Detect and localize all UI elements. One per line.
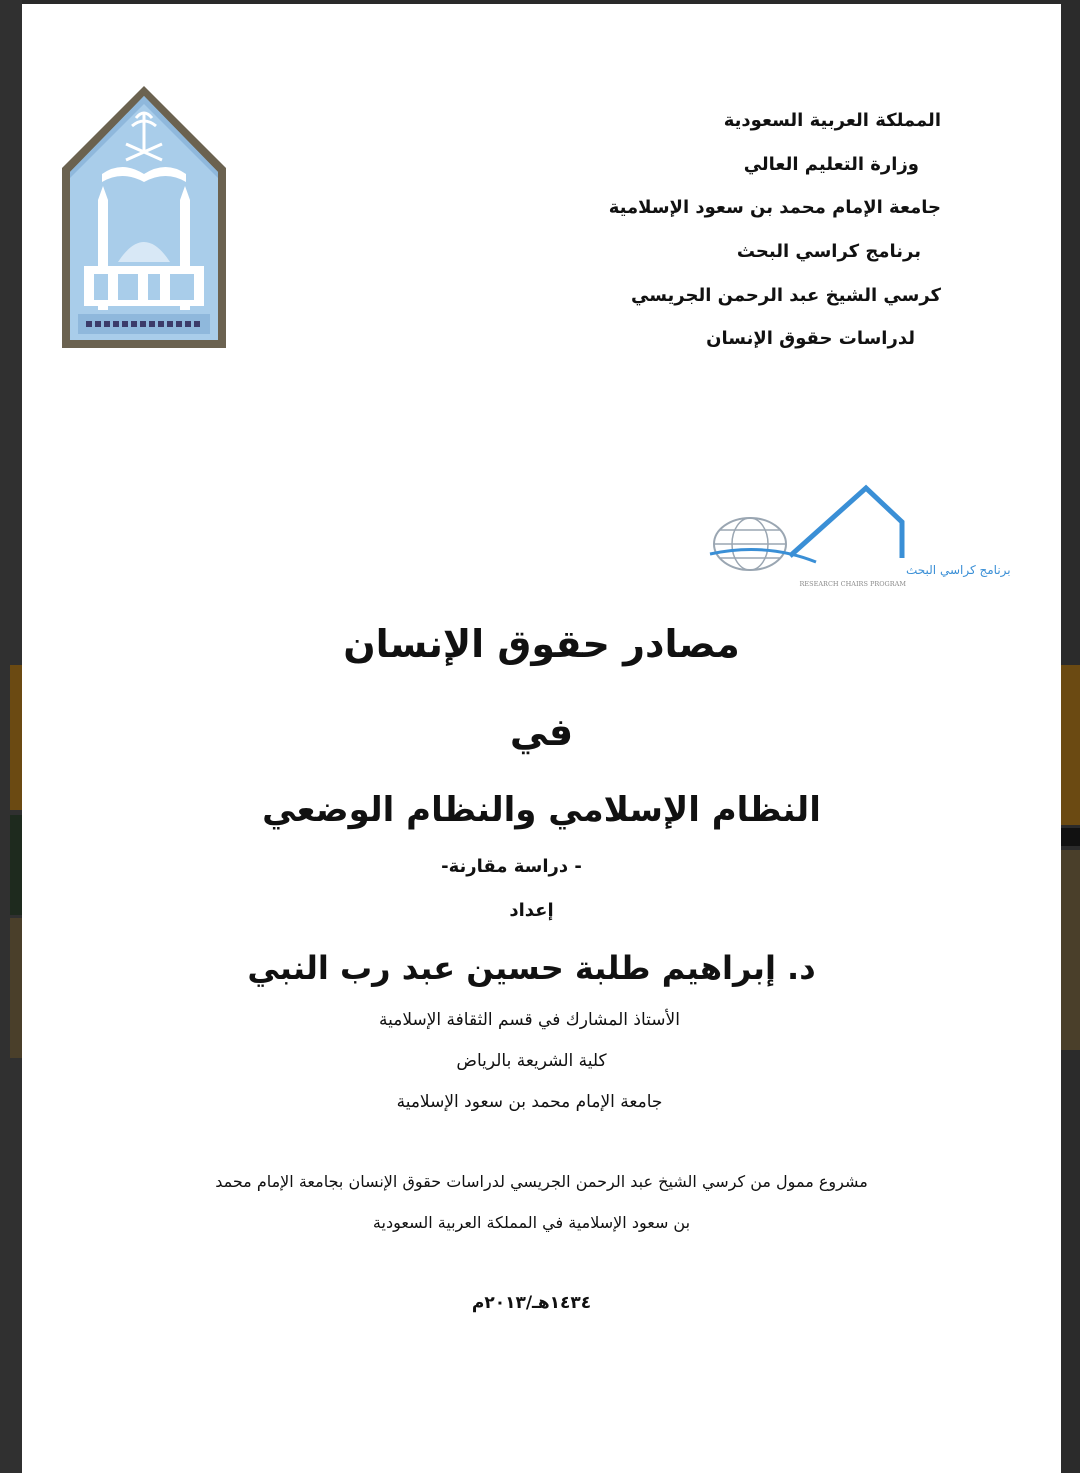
background-band [10,665,22,810]
background-band [1060,850,1080,1050]
subtitle: - دراسة مقارنة- [441,856,582,877]
prepared-by-label: إعداد [509,900,554,921]
university-emblem-icon [56,82,232,354]
author-name: د. إبراهيم طلبة حسين عبد رب النبي [247,949,816,987]
program-logo-english: RESEARCH CHAIRS PROGRAM [799,580,906,588]
affiliation-department: الأستاذ المشارك في قسم الثقافة الإسلامية [379,1010,680,1030]
program-logo-arabic: برنامج كراسي البحث [906,563,1011,577]
title-line-2: في [509,710,574,754]
header-line-program: برنامج كراسي البحث [736,241,921,262]
funding-line-1: مشروع ممول من كرسي الشيخ عبد الرحمن الجريسي لدراسات حقوق الإنسان بجامعة الإمام محمد [215,1172,868,1191]
background-left-strip [0,0,22,1473]
title-line-3: النظام الإسلامي والنظام الوضعي [262,790,821,830]
background-band [10,918,22,1058]
header-line-human-rights: لدراسات حقوق الإنسان [706,328,915,349]
background-band [1060,828,1080,846]
header-line-ministry: وزارة التعليم العالي [743,154,919,175]
research-chairs-program-logo-icon [706,482,1011,594]
affiliation-university: جامعة الإمام محمد بن سعود الإسلامية [396,1092,663,1112]
publication-date: ١٤٣٤هـ/٢٠١٣م [471,1293,592,1313]
affiliation-college: كلية الشريعة بالرياض [456,1051,607,1071]
background-band [1060,665,1080,825]
header-line-chair: كرسي الشيخ عبد الرحمن الجريسي [631,285,941,306]
background-right-strip [1060,0,1080,1473]
title-line-1: مصادر حقوق الإنسان [343,622,740,666]
header-line-university: جامعة الإمام محمد بن سعود الإسلامية [608,197,941,218]
header-line-country: المملكة العربية السعودية [723,110,941,131]
document-page [22,4,1061,1473]
funding-line-2: بن سعود الإسلامية في المملكة العربية السعودية [372,1213,691,1232]
